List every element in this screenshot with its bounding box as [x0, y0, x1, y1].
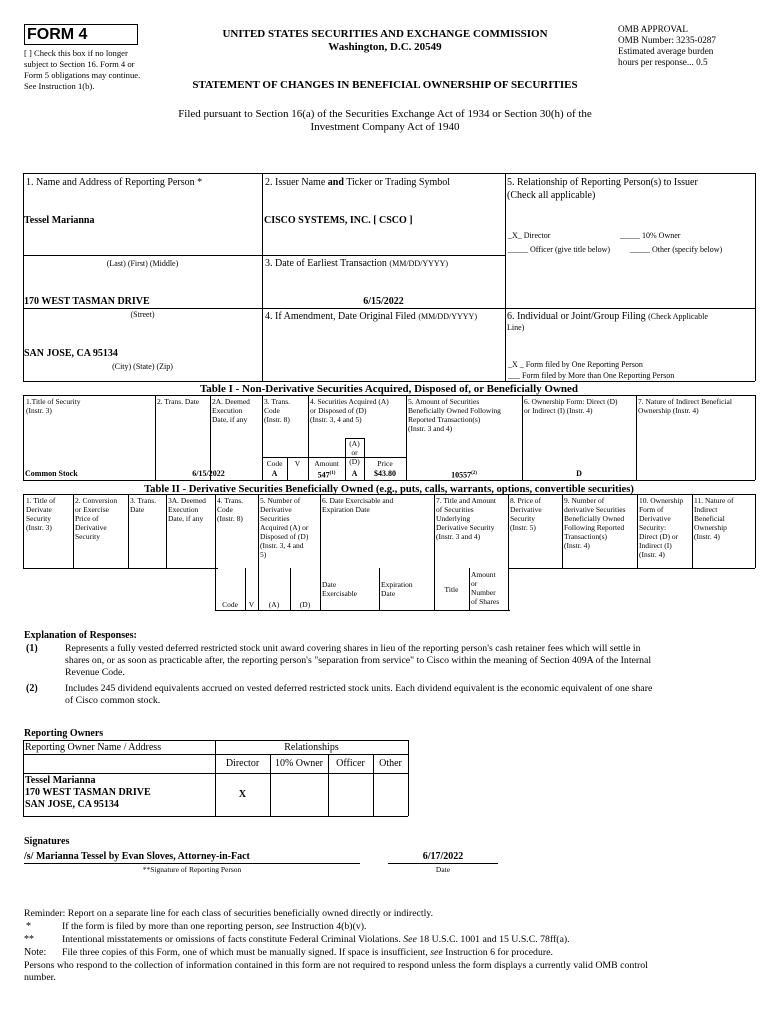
t2-h6-1: Expiration Date: [322, 505, 370, 514]
t2-h3a-1: Execution: [168, 505, 199, 514]
t2-h10-5: Indirect (I): [639, 541, 672, 550]
relationship-director: _X_ Director: [508, 231, 551, 240]
reminder-star1-post: Instruction 4(b)(v).: [288, 921, 367, 932]
filed-pursuant-line1: Filed pursuant to Section 16(a) of the Securities Exchange Act of 1934 or Section 30(h) of the: [178, 108, 592, 120]
footnote-2-line2: of Cisco common stock.: [65, 695, 161, 706]
owners-col-other: Other: [379, 758, 402, 769]
relationship-other: _____ Other (specify below): [630, 245, 723, 254]
t1-h4-3: (Instr. 3, 4 and 5): [310, 415, 362, 424]
t2-sub-amount-1: or: [471, 579, 478, 588]
t1-h5-3: Reported Transaction(s): [408, 415, 481, 424]
t2-h6: [322, 496, 393, 514]
signature-date-caption: Date: [435, 865, 451, 874]
t2-h7-3: Derivative Security: [436, 523, 495, 532]
t1-h3-3: (Instr. 8): [264, 415, 290, 424]
t2-h11-3: Ownership: [694, 523, 727, 532]
t2-h5-4: Disposed of (D): [260, 532, 309, 541]
reporting-person-street: 170 WEST TASMAN DRIVE: [24, 296, 150, 307]
t1-h4-1: 4. Securities Acquired (A): [310, 397, 389, 406]
t1-h2: 2. Trans. Date: [157, 397, 200, 406]
t2-h11: [694, 496, 734, 541]
t1-sub-ad: [345, 439, 364, 466]
t1-h2a-2: Execution: [212, 406, 243, 415]
form-title: FORM 4: [27, 26, 88, 43]
t1-h6-2: or Indirect (I) (Instr. 4): [524, 406, 593, 415]
owner-street: 170 WEST TASMAN DRIVE: [25, 787, 151, 798]
footnote-1-text: [65, 643, 755, 679]
reminder-star2-mark: **: [24, 934, 34, 945]
t2-h9: [564, 496, 625, 550]
box5-label1: 5. Relationship of Reporting Person(s) to Issuer: [507, 177, 698, 188]
t2-h7-2: Underlying: [436, 514, 471, 523]
t1-row-price: $43.80: [374, 469, 396, 478]
box2-label-and: and: [327, 177, 344, 188]
owners-col-relationships: Relationships: [284, 742, 339, 753]
t1-h5-4: (Instr. 3 and 4): [408, 424, 453, 433]
t2-h5-1: Derivative: [260, 505, 292, 514]
box2-label-post: Ticker or Trading Symbol: [343, 177, 451, 188]
t2-h9-3: Following Reported: [564, 523, 625, 532]
t2-sub-exp-0: Expiration: [381, 580, 413, 589]
owners-col-director: Director: [225, 758, 260, 769]
table2-title: Table II - Derivative Securities Beneficially Owned (e.g., puts, calls, warrants, options, convertible securities): [144, 484, 634, 495]
checkbox-note: [ ] Check this box if no longer subject to Section 16. Form 4 or Form 5 obligations may continue. See Instruction 1(b).: [24, 48, 141, 91]
t1-row-amount-value: 547: [317, 470, 330, 480]
omb-number: OMB Number: 3235-0287: [618, 35, 716, 45]
t2-h7-1: of Securities: [436, 505, 474, 514]
box6-label-small: (Check Applicable: [648, 312, 708, 321]
t1-h7-1: 7. Nature of Indirect Beneficial: [638, 397, 732, 406]
t1-row-amount: [308, 469, 345, 481]
box4-label: [265, 311, 477, 323]
t2-h2: [75, 496, 117, 541]
t2-h1-0: 1. Title of: [26, 496, 56, 505]
t2-sub-amount-2: Number: [471, 588, 496, 597]
t2-h10-4: Direct (D) or: [639, 532, 679, 541]
owner-details: [25, 775, 151, 811]
reporting-owners-heading: Reporting Owners: [24, 728, 104, 739]
t1-h2a-1: 2A. Deemed: [212, 397, 250, 406]
agency-name: UNITED STATES SECURITIES AND EXCHANGE COMMISSION: [222, 28, 548, 40]
owners-col-10pct: 10% Owner: [274, 758, 324, 769]
t2-sub-date-exercisable: [322, 580, 357, 598]
signature-date: 6/17/2022: [422, 851, 464, 862]
t2-sub-amount-0: Amount: [471, 570, 496, 579]
agency-location: Washington, D.C. 20549: [328, 41, 442, 53]
t2-h9-4: Transaction(s): [564, 532, 608, 541]
reminder-note-see: see: [430, 947, 443, 958]
t2-h10-2: Derivative: [639, 514, 671, 523]
t2-h1-2: Security: [26, 514, 51, 523]
filed-pursuant-line2: Investment Company Act of 1940: [310, 121, 460, 133]
box6-label-small2: Line): [507, 323, 525, 332]
t1-h4-2: or Disposed of (D): [310, 406, 367, 415]
t2-sub-code: Code: [222, 600, 238, 609]
earliest-transaction-date: 6/15/2022: [363, 296, 404, 307]
reminder-note: [62, 947, 553, 959]
t1-h6-1: 6. Ownership Form: Direct (D): [524, 397, 618, 406]
reminder-note-post: Instruction 6 for procedure.: [442, 947, 553, 958]
t2-h11-1: Indirect: [694, 505, 718, 514]
box5-label2: (Check all applicable): [507, 190, 596, 201]
footnote-2-mark: (2): [26, 683, 38, 694]
t1-h6: [524, 397, 618, 415]
t1-h7: [638, 397, 732, 415]
name-caption: (Last) (First) (Middle): [106, 259, 179, 268]
filing-option-group: ___ Form filed by More than One Reporting Person: [508, 371, 675, 380]
footnote-1-line3: Revenue Code.: [65, 667, 125, 678]
relationship-10pct-owner: _____ 10% Owner: [620, 231, 681, 240]
t2-sub-amount-3: of Shares: [471, 597, 500, 606]
t2-h2-2: Price of: [75, 514, 99, 523]
omb-hours: hours per response... 0.5: [618, 57, 708, 67]
persons-notice-line2: number.: [24, 972, 56, 983]
t1-row-ad: A: [351, 469, 358, 478]
t2-sub-expiration: [381, 580, 413, 598]
t2-h9-1: derivative Securities: [564, 505, 626, 514]
box6-label: [507, 311, 753, 323]
t2-h10: [639, 496, 683, 559]
owner-name: Tessel Marianna: [25, 775, 96, 786]
persons-notice: [24, 960, 759, 984]
footnote-2-line1: Includes 245 dividend equivalents accrued on vested deferred restricted stock units. Each dividend equivalent is the economic equivalent of one share: [65, 683, 653, 694]
t2-h4-2: (Instr. 8): [217, 514, 243, 523]
t2-h11-0: 11. Nature of: [694, 496, 734, 505]
box3-label: [265, 258, 448, 270]
reminder-star1-pre: If the form is filed by more than one reporting person,: [62, 921, 277, 932]
reporting-person-name: Tessel Marianna: [24, 215, 95, 226]
t2-h4-1: Code: [217, 505, 233, 514]
omb-approval: [618, 24, 758, 68]
t1-h4: [310, 397, 389, 424]
box2-label: [265, 177, 450, 189]
filing-option-one: _X _ Form filed by One Reporting Person: [508, 360, 643, 369]
t1-sub-code: Code: [266, 459, 283, 468]
t2-h1: [26, 496, 55, 532]
t2-h8-1: Derivative: [510, 505, 542, 514]
t1-sub-ad-2: or: [351, 448, 358, 457]
t1-row-amount-footnote: (1): [329, 471, 336, 476]
t1-row-owned: [406, 469, 522, 481]
box2-label-pre: 2. Issuer Name: [265, 177, 328, 188]
t2-h2-3: Derivative: [75, 523, 107, 532]
box3-label-text: 3. Date of Earliest Transaction: [265, 258, 390, 269]
reminder-star2: [62, 934, 570, 946]
owners-col-name: Reporting Owner Name / Address: [25, 742, 162, 753]
t2-h3-1: Date: [130, 505, 145, 514]
t1-h5-1: 5. Amount of Securities: [408, 397, 480, 406]
t2-h4: [217, 496, 243, 523]
box1-label: 1. Name and Address of Reporting Person *: [26, 177, 203, 188]
signature-caption: **Signature of Reporting Person: [142, 865, 242, 874]
reminder-star2-post: 18 U.S.C. 1001 and 15 U.S.C. 78ff(a).: [416, 934, 570, 945]
t2-h8-0: 8. Price of: [510, 496, 542, 505]
t2-h7: [436, 496, 496, 541]
omb-burden: Estimated average burden: [618, 46, 714, 56]
t2-h5-3: Acquired (A) or: [260, 523, 309, 532]
owners-col-officer: Officer: [336, 758, 365, 769]
box4-label-small: (MM/DD/YYYY): [418, 312, 477, 321]
reminder-note-pre: File three copies of this Form, one of which must be manually signed. If space is insufficient,: [62, 947, 431, 958]
t2-h8-2: Security: [510, 514, 535, 523]
t2-sub-date-ex-0: Date: [322, 580, 337, 589]
t2-h9-5: (Instr. 4): [564, 541, 590, 550]
footnote-1-line1: Represents a fully vested deferred restricted stock unit award covering shares in lieu of the reporting person's cash retainer fees which will settle in: [65, 643, 641, 654]
t2-h2-0: 2. Conversion: [75, 496, 118, 505]
t2-h2-1: or Exercise: [75, 505, 109, 514]
t2-sub-a: (A): [268, 600, 280, 609]
reminder-note-mark: Note:: [24, 947, 47, 958]
reporting-person-city: SAN JOSE, CA 95134: [24, 348, 118, 359]
street-caption: (Street): [130, 310, 155, 319]
t2-h9-0: 9. Number of: [564, 496, 605, 505]
relationship-officer: _____ Officer (give title below): [508, 245, 611, 254]
t2-h3-0: 3. Trans.: [130, 496, 157, 505]
t2-h5: [260, 496, 308, 559]
owner-city: SAN JOSE, CA 95134: [25, 799, 119, 810]
box6-label-text: 6. Individual or Joint/Group Filing: [507, 311, 649, 322]
signatures-heading: Signatures: [24, 836, 70, 847]
footnote-1-line2: shares on, or as soon as practicable after, the reporting person's "separation from service" to Cisco within the meaning of Section 409A of the Internal: [65, 655, 652, 666]
t1-h3-2: Code: [264, 406, 280, 415]
t1-sub-v: V: [294, 459, 301, 468]
t1-h2a-3: Date, if any: [212, 415, 248, 424]
t1-h3-1: 3. Trans.: [264, 397, 291, 406]
t2-h10-6: (Instr. 4): [639, 550, 665, 559]
t2-h8-3: (Instr. 5): [510, 523, 536, 532]
t2-h2-4: Security: [75, 532, 100, 541]
t2-h11-2: Beneficial: [694, 514, 725, 523]
t2-sub-date-ex-1: Exercisable: [322, 589, 357, 598]
explanation-heading: Explanation of Responses:: [24, 630, 137, 641]
t2-h5-6: 5): [260, 550, 267, 559]
t1-h5-2: Beneficially Owned Following: [408, 406, 501, 415]
table1-title: Table I - Non-Derivative Securities Acquired, Disposed of, or Beneficially Owned: [199, 383, 579, 395]
persons-notice-line1: Persons who respond to the collection of information contained in this form are not required to respond unless the form displays a currently valid OMB control: [24, 960, 648, 971]
t2-h3a-2: Date, if any: [168, 514, 204, 523]
box3-label-small: (MM/DD/YYYY): [389, 259, 449, 268]
t2-h3a: [168, 496, 206, 523]
t2-h3a-0: 3A. Deemed: [168, 496, 206, 505]
t1-row-owned-footnote: (2): [471, 471, 477, 476]
reminder-star1-see: see: [276, 921, 289, 932]
t1-row-title: Common Stock: [25, 469, 78, 478]
t2-h10-1: Form of: [639, 505, 664, 514]
footnote-1-mark: (1): [26, 643, 38, 654]
t1-sub-ad-3: (D): [349, 457, 360, 466]
t2-h5-0: 5. Number of: [260, 496, 301, 505]
t2-h5-5: (Instr. 3, 4 and: [260, 541, 304, 550]
owner-director-mark: X: [238, 789, 247, 800]
t1-h5: [408, 397, 501, 433]
t1-h2a: [212, 397, 250, 424]
reminder-star2-see: See: [403, 934, 417, 945]
t2-h4-0: 4. Trans.: [217, 496, 244, 505]
reminder-line: Reminder: Report on a separate line for each class of securities beneficially owned directly or indirectly.: [24, 908, 434, 919]
t1-row-date: 6/15/2022: [192, 469, 225, 478]
t1-row-form: D: [576, 469, 582, 478]
t1-row-code: A: [271, 469, 278, 478]
t2-h9-2: Beneficially Owned: [564, 514, 625, 523]
t1-row-owned-value: 10557: [451, 470, 472, 480]
t1-sub-amount: Amount: [314, 459, 339, 468]
t2-h10-3: Security:: [639, 523, 667, 532]
t1-sub-ad-1: (A): [349, 439, 360, 448]
t1-h1-a: 1.Title of Security: [26, 397, 81, 406]
reminder-star1-mark: *: [26, 921, 31, 932]
t2-h11-4: (Instr. 4): [694, 532, 720, 541]
t2-sub-d: (D): [299, 600, 311, 609]
t2-h7-0: 7. Title and Amount: [436, 496, 497, 505]
statement-title: STATEMENT OF CHANGES IN BENEFICIAL OWNERSHIP OF SECURITIES: [192, 79, 578, 91]
reminder-star1: [62, 921, 366, 933]
signer-name: /s/ Marianna Tessel by Evan Sloves, Attorney-in-Fact: [24, 851, 250, 862]
t2-h6-0: 6. Date Exercisable and: [322, 496, 394, 505]
footnote-2-text: [65, 683, 755, 707]
t2-sub-title: Title: [444, 585, 459, 594]
t2-sub-amount: [471, 570, 499, 606]
t2-h5-2: Securities: [260, 514, 290, 523]
box4-label-text: 4. If Amendment, Date Original Filed: [265, 311, 419, 322]
t1-h1: [26, 397, 81, 415]
t1-h3: [264, 397, 290, 424]
t2-sub-v: V: [248, 600, 255, 609]
reminder-star2-pre: Intentional misstatements or omissions of facts constitute Federal Criminal Violations.: [62, 934, 404, 945]
t2-h1-1: Derivate: [26, 505, 52, 514]
issuer-name: CISCO SYSTEMS, INC. [ CSCO ]: [264, 215, 413, 226]
t2-h1-3: (Instr. 3): [26, 523, 52, 532]
t2-h8: [510, 496, 542, 532]
t1-sub-price: Price: [377, 459, 393, 468]
city-caption: (City) (State) (Zip): [112, 362, 173, 371]
t2-h3: [130, 496, 156, 514]
t2-h10-0: 10. Ownership: [639, 496, 684, 505]
t1-h7-2: Ownership (Instr. 4): [638, 406, 699, 415]
t2-sub-exp-1: Date: [381, 589, 396, 598]
t2-h7-4: (Instr. 3 and 4): [436, 532, 481, 541]
omb-approval-label: OMB APPROVAL: [618, 24, 689, 34]
t1-h1-b: (Instr. 3): [26, 406, 52, 415]
